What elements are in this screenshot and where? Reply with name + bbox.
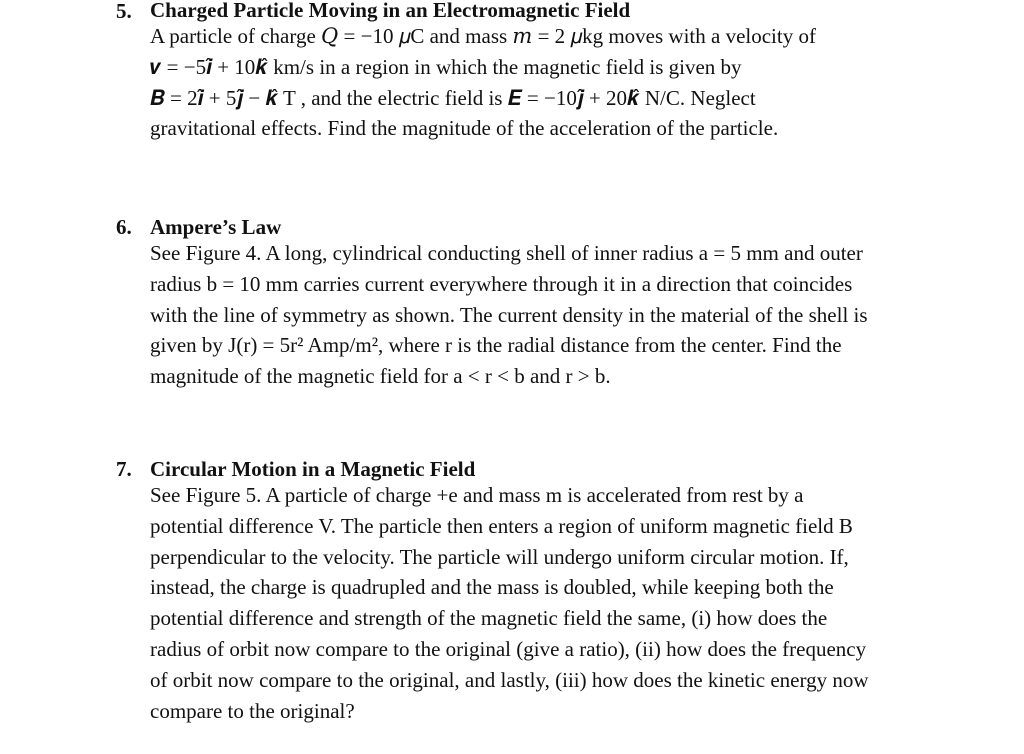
text-line: magnitude of the magnetic field for a < r < b and r > b. <box>150 364 611 389</box>
text-line: instead, the charge is quadrupled and the mass is doubled, while keeping both the <box>150 575 834 600</box>
text-line: radius b = 10 mm carries current everywhere through it in a direction that coincides <box>150 271 853 296</box>
problem-number: 7. <box>116 457 132 481</box>
text-line: potential difference and strength of the magnetic field the same, (i) how does the <box>150 606 828 631</box>
problem-title: Circular Motion in a Magnetic Field <box>150 457 476 481</box>
text-line: See Figure 5. A particle of charge +e and mass m is accelerated from rest by a <box>150 483 804 507</box>
text-line: gravitational effects. Find the magnitude of the acceleration of the particle. <box>150 116 779 141</box>
problem-title: Charged Particle Moving in an Electromagnetic Field <box>150 0 631 22</box>
text-line: 𝒗 = −5𝒊̂ + 10𝒌̂ km/s in a region in which the magnetic field is given by <box>150 54 742 79</box>
problem-body <box>150 0 996 144</box>
problem-body <box>150 458 996 726</box>
text-line: potential difference V. The particle then enters a region of uniform magnetic field B <box>150 513 853 538</box>
text-line: 𝑩 = 2𝒊̂ + 5𝒋̂ − 𝒌̂ T , and the electric field is 𝑬 = −10𝒋̂ + 20𝒌̂ N/C. Neglect <box>150 85 756 110</box>
text-line: compare to the original? <box>150 698 355 723</box>
text-line: of orbit now compare to the original, and lastly, (iii) how does the kinetic energy now <box>150 667 869 692</box>
text-line: perpendicular to the velocity. The particle will undergo uniform circular motion. If, <box>150 544 849 569</box>
text-line: with the line of symmetry as shown. The current density in the material of the shell is <box>150 302 868 327</box>
text-line: A particle of charge 𝑄 = −10 𝜇C and mass 𝑚 = 2 𝜇kg moves with a velocity of <box>150 24 816 48</box>
problem-6 <box>116 216 996 392</box>
problem-title: Ampere’s Law <box>150 215 282 239</box>
text-line: radius of orbit now compare to the original (give a ratio), (ii) how does the frequency <box>150 636 867 661</box>
problem-5 <box>116 0 996 144</box>
text-line: given by J(r) = 5r² Amp/m², where r is the radial distance from the center. Find the <box>150 333 842 358</box>
problem-number: 6. <box>116 215 132 239</box>
problem-number: 5. <box>116 0 132 23</box>
text-line: See Figure 4. A long, cylindrical conducting shell of inner radius a = 5 mm and outer <box>150 241 863 265</box>
problem-body <box>150 216 996 392</box>
problem-7 <box>116 458 996 726</box>
